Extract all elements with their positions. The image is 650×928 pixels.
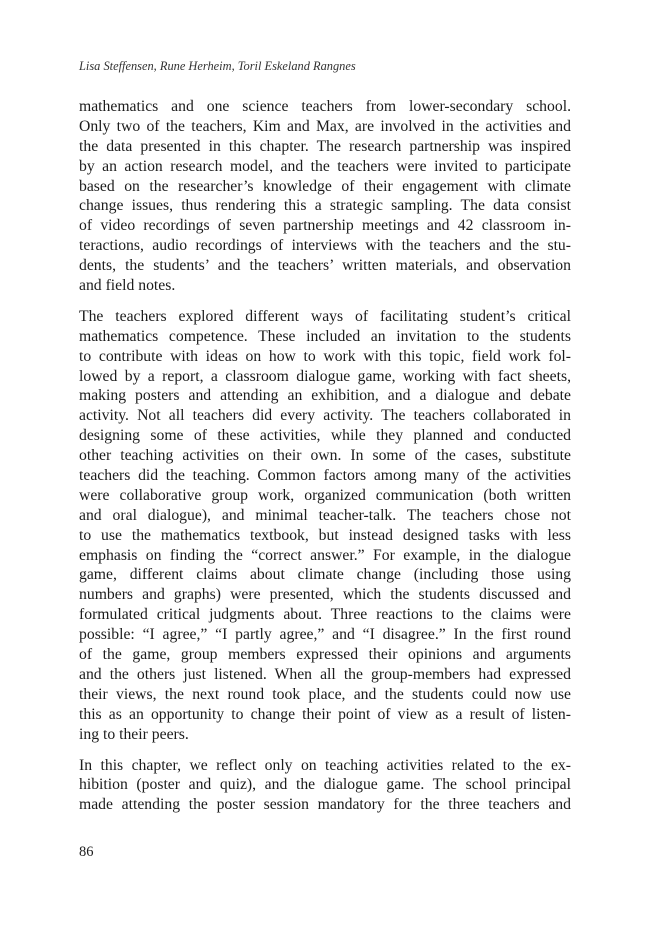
text-line: change issues, thus rendering this a strategic sampling. The data consist <box>79 197 571 215</box>
text-line: to contribute with ideas on how to work with this topic, field work fol- <box>79 347 571 365</box>
text-line: designing some of these activities, while they planned and conducted <box>79 427 571 445</box>
text-line: activity. Not all teachers did every activity. The teachers collaborated in <box>79 407 571 425</box>
text-line: The teachers explored different ways of facilitating student’s critical <box>79 307 571 325</box>
text-line: and field notes. <box>79 277 176 295</box>
text-line: and the others just listened. When all the group-members had expressed <box>79 665 571 683</box>
text-line: game, different claims about climate change (including those using <box>79 566 571 584</box>
text-line: of the game, group members expressed their opinions and arguments <box>79 646 571 664</box>
text-line: Only two of the teachers, Kim and Max, are involved in the activities and <box>79 117 571 135</box>
running-head-authors: Lisa Steffensen, Rune Herheim, Toril Eskeland Rangnes <box>79 59 356 73</box>
paragraph-2 <box>79 307 571 745</box>
text-line: teractions, audio recordings of interviews with the teachers and the stu- <box>79 237 571 255</box>
text-line: their views, the next round took place, and the students could now use <box>79 685 571 703</box>
text-line: were collaborative group work, organized communication (both written <box>79 486 571 504</box>
text-line: lowed by a report, a classroom dialogue game, working with fact sheets, <box>79 367 571 385</box>
text-line: based on the researcher’s knowledge of their engagement with climate <box>79 177 571 195</box>
text-line: to use the mathematics textbook, but instead designed tasks with less <box>79 526 571 544</box>
page-number: 86 <box>79 844 94 860</box>
text-line: numbers and graphs) were presented, which the students discussed and <box>79 586 571 604</box>
body-text <box>79 97 571 826</box>
text-line: made attending the poster session mandatory for the three teachers and <box>79 796 571 814</box>
paragraph-1 <box>79 97 571 296</box>
text-line: mathematics and one science teachers from lower-secondary school. <box>79 98 571 115</box>
text-line: In this chapter, we reflect only on teaching activities related to the ex- <box>79 756 571 774</box>
text-line: emphasis on finding the “correct answer.” For example, in the dialogue <box>79 546 571 564</box>
paragraph-3 <box>79 756 571 816</box>
text-line: hibition (poster and quiz), and the dialogue game. The school principal <box>79 776 571 794</box>
text-line: this as an opportunity to change their point of view as a result of listen- <box>79 705 571 723</box>
text-line: and oral dialogue), and minimal teacher-talk. The teachers chose not <box>79 506 571 524</box>
text-line: mathematics competence. These included an invitation to the students <box>79 327 571 345</box>
text-line: ing to their peers. <box>79 725 189 743</box>
text-line: formulated critical judgments about. Three reactions to the claims were <box>79 606 571 624</box>
text-line: dents, the students’ and the teachers’ written materials, and observation <box>79 257 571 275</box>
text-line: by an action research model, and the teachers were invited to participate <box>79 157 571 175</box>
text-line: of video recordings of seven partnership meetings and 42 classroom in- <box>79 217 571 235</box>
text-line: the data presented in this chapter. The research partnership was inspired <box>79 137 571 155</box>
text-line: making posters and attending an exhibition, and a dialogue and debate <box>79 387 571 405</box>
text-line: possible: “I agree,” “I partly agree,” and “I disagree.” In the first round <box>79 626 571 644</box>
text-line: teachers did the teaching. Common factors among many of the activities <box>79 467 571 485</box>
text-line: other teaching activities on their own. In some of the cases, substitute <box>79 447 571 465</box>
